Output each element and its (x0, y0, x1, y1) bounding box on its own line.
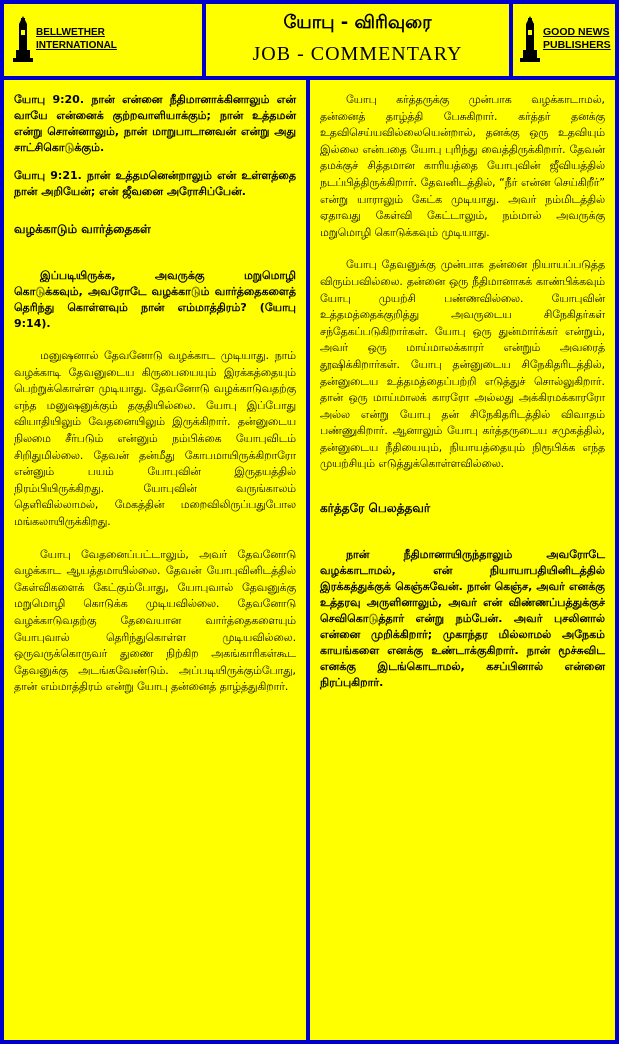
quote-verse: நான் நீதிமானாயிருந்தாலும் அவரோடே வழக்காடாமல், என் நியாயாபதியினிடத்தில் இரக்கத்துக்குக் கெஞ்சுவேன். நான் கெஞ்ச, அவர் எனக்கு உத்தரவு அருளினாலும், அவர் என் விண்ணப்பத்துக்குச் செவிகொடுத்தார் என்று நம்பேன். அவர் புசலினால் என்னை முறிக்கிறார்; முகாந்தர மில்லாமல் அநேகம் காயங்களை எனக்கு உண்டாக்குகிறார். நான் மூச்சுவிட எனக்கு இடங்கொடாமல், கசப்பினால் என்னை நிரப்புகிறார். (320, 548, 605, 690)
bellwether-logo (12, 16, 117, 62)
logo-left-line1: BELLWETHER (36, 27, 105, 38)
left-column (4, 80, 306, 1040)
paragraph: யோபு தேவனுக்கு முன்பாக தன்னை நியாயப்படுத்த விரும்பவில்லை. தன்னை ஒரு நீதிமானாகக் காண்பிக்கவும் யோபு முயற்சி பண்ணவில்லை. யோபுவின் உத்தமத்தைக்குறித்து அவருடைய சிநேகிதர்கள் சந்தேகப்படுகிறார்கள். யோபு ஒரு துன்மார்க்கர் என்றும், அவர் ஒரு மாய்மாலக்காரர் என்றும் அவரைத் தூஷிக்கிறார்கள். யோபு தன்னுடைய சிநேகிதரிடத்தில், தன்னுடைய உத்தமத்தைப்பற்றி எடுத்துச் சொல்லுகிறார். தான் ஒரு மாய்மாலக் காரரோ அல்லது அக்கிரமக்காரரோ அல்ல என்று யோபு தன் சிநேகிதரிடத்தில் விவாதம் பண்ணுகிறார். ஆனாலும் யோபு கர்த்தருடைய சமுகத்தில், தன்னுடைய நீதியையும், நியாயத்தையும் நிரூபிக்க எந்த முயற்சியும் எடுத்துக்கொள்ளவில்லை. (320, 258, 605, 471)
header-title-box (206, 4, 509, 76)
paragraph: யோபு கர்த்தருக்கு முன்பாக வழக்காடாமல், தன்னைத் தாழ்த்தி பேசுகிறார். கர்த்தர் தனக்கு உதவிசெய்யவில்லையென்றால், தனக்கு ஒரு உதவியும் இல்லை என்பதை யோபு புரிந்து வைத்திருக்கிறார். தேவன் தமக்குச் சித்தமான காரியத்தை யோபுவின் ஜீவியத்தில் நடப்பித்திருக்கிறார். தேவனிடத்தில், “நீர் என்ன செய்கிறீர்” என்று யாராலும் கேட்க முடியாது. அவர் நம்மிடத்தில் ஏதாவது கேள்வி கேட்டாலும், நம்மால் அவருக்கு மறுமொழி கொடுக்கவும் முடியாது. (320, 93, 605, 239)
logo-right-line1: GOOD NEWS (543, 26, 610, 38)
section-heading: வழக்காடும் வார்த்தைகள் (14, 222, 151, 236)
header-right-logo-box (513, 4, 615, 76)
paragraph: மனுஷனால் தேவனோடு வழக்காட முடியாது. நாம் வழக்காடி தேவனுடைய கிருபையையும் இரக்கத்தையும் பெற்றுக்கொள்ள முடியாது. தேவனோடு வழக்காடுவதற்கு எந்த மனுஷனுக்கும் தகுதியில்லை. யோபு இப்போது வியாதியிலும் வேதனையிலும் இருக்கிறார். தன்னுடைய நிலமை சீர்படும் என்னும் நம்பிக்கை யோபுவிடம் சிறிதுமில்லை. தேவன் தன்மீது கோபமாயிருக்கிறாரோ என்னும் பயம் யோபுவின் இருதயத்தில் நிரம்பியிருக்கிறது. யோபுவின் வருங்காலம் தெளிவில்லாமல், மேகத்தின் மறைவிலிருப்பதுபோல மங்கலாயிருக்கிறது. (14, 349, 296, 528)
logo-right-line2: PUBLISHERS (543, 39, 611, 51)
tower-icon (12, 16, 34, 62)
verse-9-20: யோபு 9:20. நான் என்னை நீதிமானாக்கினாலும் என் வாயே என்னைக் குற்றவாளியாக்கும்; நான் உத்தமன் என்று சொன்னாலும், நான் மாறுபாடானவன் என்று அது சாட்சிகொடுக்கும். (14, 93, 296, 154)
logo-left-line2: INTERNATIONAL (36, 40, 117, 51)
tower-icon (519, 16, 541, 62)
verse-9-21: யோபு 9:21. நான் உத்தமனென்றாலும் என் உள்ளத்தை நான் அறியேன்; என் ஜீவனை அரோசிப்பேன். (14, 169, 296, 198)
paragraph: யோபு வேதனைப்பட்டாலும், அவர் தேவனோடு வழக்காட ஆயத்தமாயில்லை. தேவன் யோபுவினிடத்தில் கேள்விகளைக் கேட்கும்போது, யோபுவால் தேவனுக்கு மறுமொழி கொடுக்க முடியவில்லை. தேவனோடு வழக்காடுவதற்கு தேவையான வார்த்தைகளையும் யோபுவால் தெரிந்துகொள்ள முடியவில்லை. ஒருவருக்கொருவர் துணை நிற்கிற அகங்காரிகள்கூட தேவனுக்கு அடங்கவேண்டும். அப்படியிருக்கும்போது, தான் எம்மாத்திரம் என்று யோபு தன்னைத் தாழ்த்துகிறார். (14, 547, 296, 694)
good-news-logo (519, 16, 611, 62)
section-heading: கர்த்தரே பெலத்தவர் (320, 501, 431, 516)
header-left-logo-box (4, 4, 202, 76)
right-column (310, 80, 615, 1040)
title-tamil: யோபு - விரிவுரை (283, 12, 432, 33)
quote-verse: இப்படியிருக்க, அவருக்கு மறுமொழி கொடுக்கவும், அவரோடே வழக்காடும் வார்த்தைகளைத் தெரிந்து கொள்ளவும் நான் எம்மாத்திரம்? (யோபு 9:14). (14, 269, 296, 330)
title-english: JOB - COMMENTARY (252, 43, 463, 65)
